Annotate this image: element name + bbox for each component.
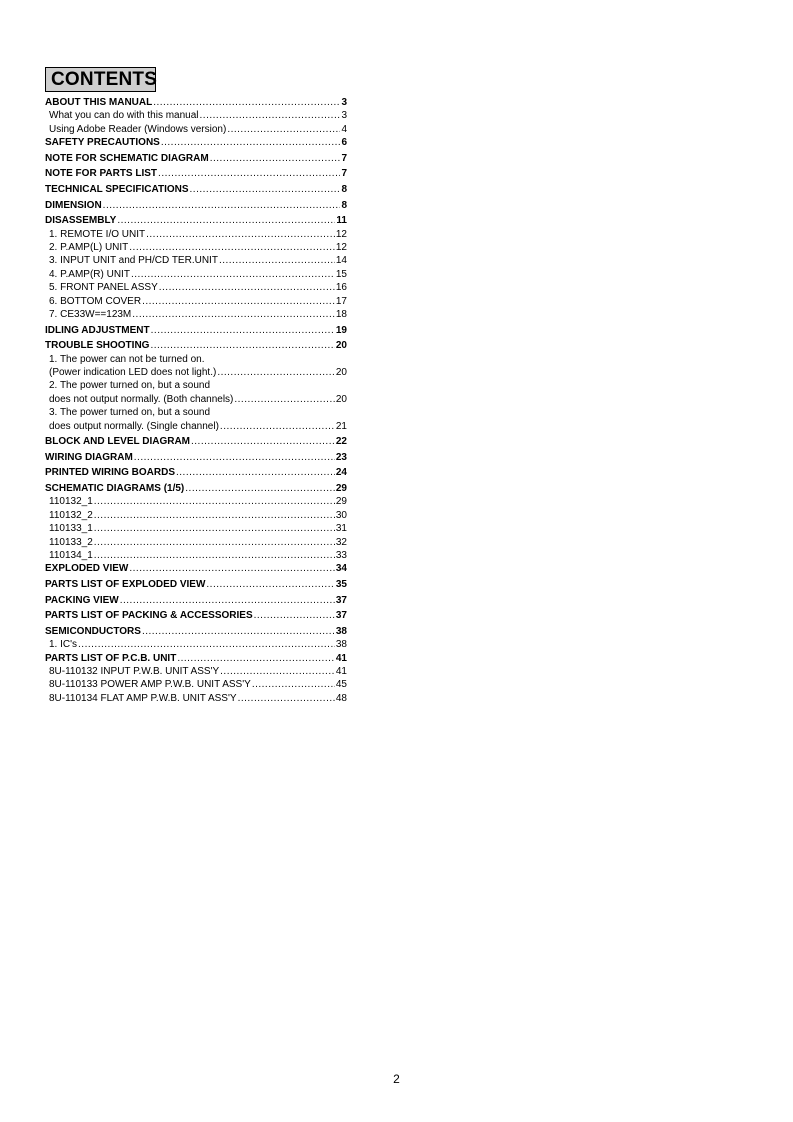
toc-dot-leader xyxy=(185,482,335,495)
toc-entry-page: 23 xyxy=(335,451,347,463)
toc-entry-page: 8 xyxy=(341,199,347,211)
toc-entry-label: PRINTED WIRING BOARDS xyxy=(45,467,175,479)
toc-dot-leader xyxy=(131,268,335,281)
toc-dot-leader xyxy=(200,109,341,122)
toc-entry[interactable] xyxy=(45,509,347,522)
toc-entry[interactable] xyxy=(45,324,347,337)
toc-dot-leader xyxy=(234,393,335,406)
toc-entry-label: SAFETY PRECAUTIONS xyxy=(45,137,160,149)
toc-entry[interactable] xyxy=(45,152,347,165)
toc-entry-label: 8U-110133 POWER AMP P.W.B. UNIT ASS'Y xyxy=(49,679,251,691)
toc-entry-page: 48 xyxy=(335,692,347,704)
toc-dot-leader xyxy=(158,167,340,180)
toc-entry[interactable] xyxy=(45,295,347,308)
toc-entry-label: does output normally. (Single channel) xyxy=(49,420,219,432)
toc-entry-label: 6. BOTTOM COVER xyxy=(49,295,142,307)
toc-dot-leader xyxy=(190,183,341,196)
toc-dot-leader xyxy=(210,152,341,165)
toc-entry-label: IDLING ADJUSTMENT xyxy=(45,324,150,336)
toc-dot-leader xyxy=(220,665,335,678)
toc-entry[interactable] xyxy=(45,167,347,180)
toc-entry-label: does not output normally. (Both channels) xyxy=(49,393,234,405)
toc-dot-leader xyxy=(220,420,335,433)
toc-entry[interactable] xyxy=(45,652,347,665)
toc-entry-page: 17 xyxy=(335,295,347,307)
toc-entry[interactable] xyxy=(45,578,347,591)
toc-entry[interactable] xyxy=(45,594,347,607)
toc-dot-leader xyxy=(150,339,334,352)
toc-entry[interactable] xyxy=(45,522,347,535)
toc-dot-leader xyxy=(94,549,335,562)
toc-entry-label: SCHEMATIC DIAGRAMS (1/5) xyxy=(45,483,185,495)
toc-entry-label: NOTE FOR PARTS LIST xyxy=(45,168,158,180)
toc-entry-page: 45 xyxy=(335,679,347,691)
toc-entry-page: 32 xyxy=(335,536,347,548)
toc-dot-leader xyxy=(129,562,335,575)
toc-dot-leader xyxy=(176,466,335,479)
toc-dot-leader xyxy=(238,692,335,705)
toc-entry-label: 110132_2 xyxy=(49,509,93,521)
toc-entry-page: 8 xyxy=(341,184,347,195)
toc-dot-leader xyxy=(78,638,335,651)
toc-dot-leader xyxy=(142,295,335,308)
toc-entry[interactable] xyxy=(45,254,347,267)
toc-entry-label: 3. INPUT UNIT and PH/CD TER.UNIT xyxy=(49,255,218,267)
toc-entry-label: EXPLODED VIEW xyxy=(45,563,129,575)
toc-entry-label: 110133_1 xyxy=(49,523,93,535)
toc-entry-page: 38 xyxy=(335,639,347,651)
toc-dot-leader xyxy=(219,254,335,267)
toc-dot-leader xyxy=(146,228,335,241)
toc-dot-leader xyxy=(132,308,335,321)
toc-dot-leader xyxy=(217,366,335,379)
toc-entry[interactable] xyxy=(45,228,347,241)
toc-entry[interactable] xyxy=(45,281,347,294)
toc-entry-label: 2. P.AMP(L) UNIT xyxy=(49,242,129,253)
toc-entry[interactable] xyxy=(45,625,347,638)
toc-dot-leader xyxy=(142,625,335,638)
toc-entry[interactable] xyxy=(45,339,347,352)
toc-entry-label: 1. IC's xyxy=(49,639,78,651)
toc-entry[interactable] xyxy=(45,435,347,448)
toc-dot-leader xyxy=(191,435,335,448)
toc-entry-page: 41 xyxy=(335,666,347,678)
toc-dot-leader xyxy=(94,495,335,508)
toc-entry-page: 35 xyxy=(335,579,347,591)
toc-entry-label: 110132_1 xyxy=(49,496,93,508)
toc-entry[interactable] xyxy=(45,466,347,479)
toc-entry-label: 8U-110134 FLAT AMP P.W.B. UNIT ASS'Y xyxy=(49,692,237,704)
toc-entry-page: 3 xyxy=(341,97,347,108)
toc-entry[interactable] xyxy=(45,136,347,149)
toc-entry-page: 20 xyxy=(335,367,347,379)
toc-dot-leader xyxy=(129,241,335,254)
toc-entry-label: 4. P.AMP(R) UNIT xyxy=(49,268,130,280)
toc-entry[interactable] xyxy=(45,199,347,212)
toc-entry[interactable] xyxy=(45,549,347,562)
toc-entry-label: Using Adobe Reader (Windows version) xyxy=(49,123,227,135)
toc-entry-page: 30 xyxy=(335,509,347,521)
toc-entry[interactable] xyxy=(45,451,347,464)
toc-entry-label: (Power indication LED does not light.) xyxy=(49,367,217,379)
toc-entry-page: 20 xyxy=(335,340,347,352)
toc-entry-page: 4 xyxy=(341,123,347,135)
toc-entry[interactable] xyxy=(45,692,347,705)
toc-dot-leader xyxy=(117,214,335,227)
toc-entry[interactable] xyxy=(45,536,347,549)
toc-entry-page: 7 xyxy=(341,168,347,180)
toc-entry-label: 1. REMOTE I/O UNIT xyxy=(49,228,146,240)
toc-dot-leader xyxy=(153,96,340,109)
toc-entry-page: 37 xyxy=(335,610,347,622)
toc-entry[interactable] xyxy=(45,665,347,678)
toc-entry-label: SEMICONDUCTORS xyxy=(45,625,141,637)
toc-entry-page: 37 xyxy=(335,594,347,606)
toc-dot-leader xyxy=(206,578,334,591)
toc-entry[interactable] xyxy=(45,678,347,691)
toc-entry[interactable] xyxy=(45,123,347,136)
toc-dot-leader xyxy=(254,609,335,622)
toc-entry-label: TROUBLE SHOOTING xyxy=(45,340,150,352)
toc-entry-label: 5. FRONT PANEL ASSY xyxy=(49,282,158,294)
toc-entry-page: 19 xyxy=(335,324,347,336)
toc-entry-page: 22 xyxy=(335,436,347,448)
toc-dot-leader xyxy=(151,324,335,337)
toc-entry-label: ABOUT THIS MANUAL xyxy=(45,97,153,108)
toc-dot-leader xyxy=(94,536,335,549)
toc-entry-page: 6 xyxy=(341,137,347,149)
toc-dot-leader xyxy=(252,678,335,691)
toc-dot-leader xyxy=(94,522,335,535)
toc-entry-label: BLOCK AND LEVEL DIAGRAM xyxy=(45,436,190,448)
toc-entry-label: 1. The power can not be turned on. xyxy=(49,353,205,365)
toc-entry-page: 29 xyxy=(335,483,347,495)
toc-entry[interactable] xyxy=(45,183,347,196)
toc-entry[interactable] xyxy=(45,366,347,379)
toc-entry-label: DISASSEMBLY xyxy=(45,215,117,227)
toc-entry-label: 8U-110132 INPUT P.W.B. UNIT ASS'Y xyxy=(49,666,220,678)
toc-entry-label: 2. The power turned on, but a sound xyxy=(49,380,211,392)
toc-entry-page: 14 xyxy=(335,255,347,267)
toc-entry-page: 12 xyxy=(335,242,347,253)
toc-entry-page: 41 xyxy=(335,652,347,664)
toc-entry-page: 16 xyxy=(335,282,347,294)
toc-entry[interactable] xyxy=(45,214,347,227)
page-number: 2 xyxy=(393,1072,400,1086)
toc-entry-page: 18 xyxy=(335,309,347,321)
toc-entry-page: 33 xyxy=(335,550,347,562)
toc-dot-leader xyxy=(159,281,335,294)
toc-entry[interactable] xyxy=(45,482,347,495)
toc-dot-leader xyxy=(103,199,341,212)
toc-entry-page: 31 xyxy=(335,523,347,535)
toc-entry[interactable] xyxy=(45,353,347,366)
toc-dot-leader xyxy=(227,123,340,136)
toc-entry-label: DIMENSION xyxy=(45,199,102,211)
toc-entry[interactable] xyxy=(45,109,347,122)
toc-entry-label: PARTS LIST OF EXPLODED VIEW xyxy=(45,579,206,591)
toc-entry[interactable] xyxy=(45,393,347,406)
contents-heading: CONTENTS xyxy=(45,67,156,92)
toc-entry-page: 3 xyxy=(341,110,347,122)
toc-entry-page: 34 xyxy=(335,563,347,575)
toc-entry-label: PACKING VIEW xyxy=(45,594,119,606)
toc-entry[interactable] xyxy=(45,96,347,109)
table-of-contents xyxy=(45,96,347,705)
toc-entry[interactable] xyxy=(45,406,347,419)
toc-entry-label: 3. The power turned on, but a sound xyxy=(49,407,211,419)
toc-entry[interactable] xyxy=(45,268,347,281)
toc-entry[interactable] xyxy=(45,379,347,392)
toc-entry-page: 24 xyxy=(335,467,347,479)
toc-entry[interactable] xyxy=(45,241,347,254)
toc-entry-page: 12 xyxy=(335,228,347,240)
toc-entry-label: TECHNICAL SPECIFICATIONS xyxy=(45,184,189,195)
toc-entry[interactable] xyxy=(45,638,347,651)
toc-dot-leader xyxy=(161,136,341,149)
toc-entry[interactable] xyxy=(45,562,347,575)
toc-entry-label: 110134_1 xyxy=(49,550,93,562)
toc-entry-page: 38 xyxy=(335,625,347,637)
toc-entry[interactable] xyxy=(45,308,347,321)
toc-entry[interactable] xyxy=(45,420,347,433)
toc-dot-leader xyxy=(177,652,335,665)
toc-entry-label: WIRING DIAGRAM xyxy=(45,451,133,463)
toc-entry-page: 29 xyxy=(335,496,347,508)
toc-entry-label: PARTS LIST OF PACKING & ACCESSORIES xyxy=(45,610,253,622)
toc-dot-leader xyxy=(94,509,335,522)
toc-entry-page: 15 xyxy=(335,268,347,280)
toc-entry[interactable] xyxy=(45,495,347,508)
toc-entry[interactable] xyxy=(45,609,347,622)
toc-entry-label: PARTS LIST OF P.C.B. UNIT xyxy=(45,652,177,664)
toc-dot-leader xyxy=(134,451,335,464)
toc-entry-label: 110133_2 xyxy=(49,536,93,548)
toc-entry-label: 7. CE33W==123M xyxy=(49,309,132,321)
toc-dot-leader xyxy=(120,594,335,607)
toc-entry-label: NOTE FOR SCHEMATIC DIAGRAM xyxy=(45,152,209,164)
toc-entry-page: 7 xyxy=(341,152,347,164)
toc-entry-label: What you can do with this manual xyxy=(49,110,199,122)
toc-entry-page: 20 xyxy=(335,393,347,405)
toc-entry-page: 11 xyxy=(336,215,347,227)
toc-entry-page: 21 xyxy=(335,420,347,432)
